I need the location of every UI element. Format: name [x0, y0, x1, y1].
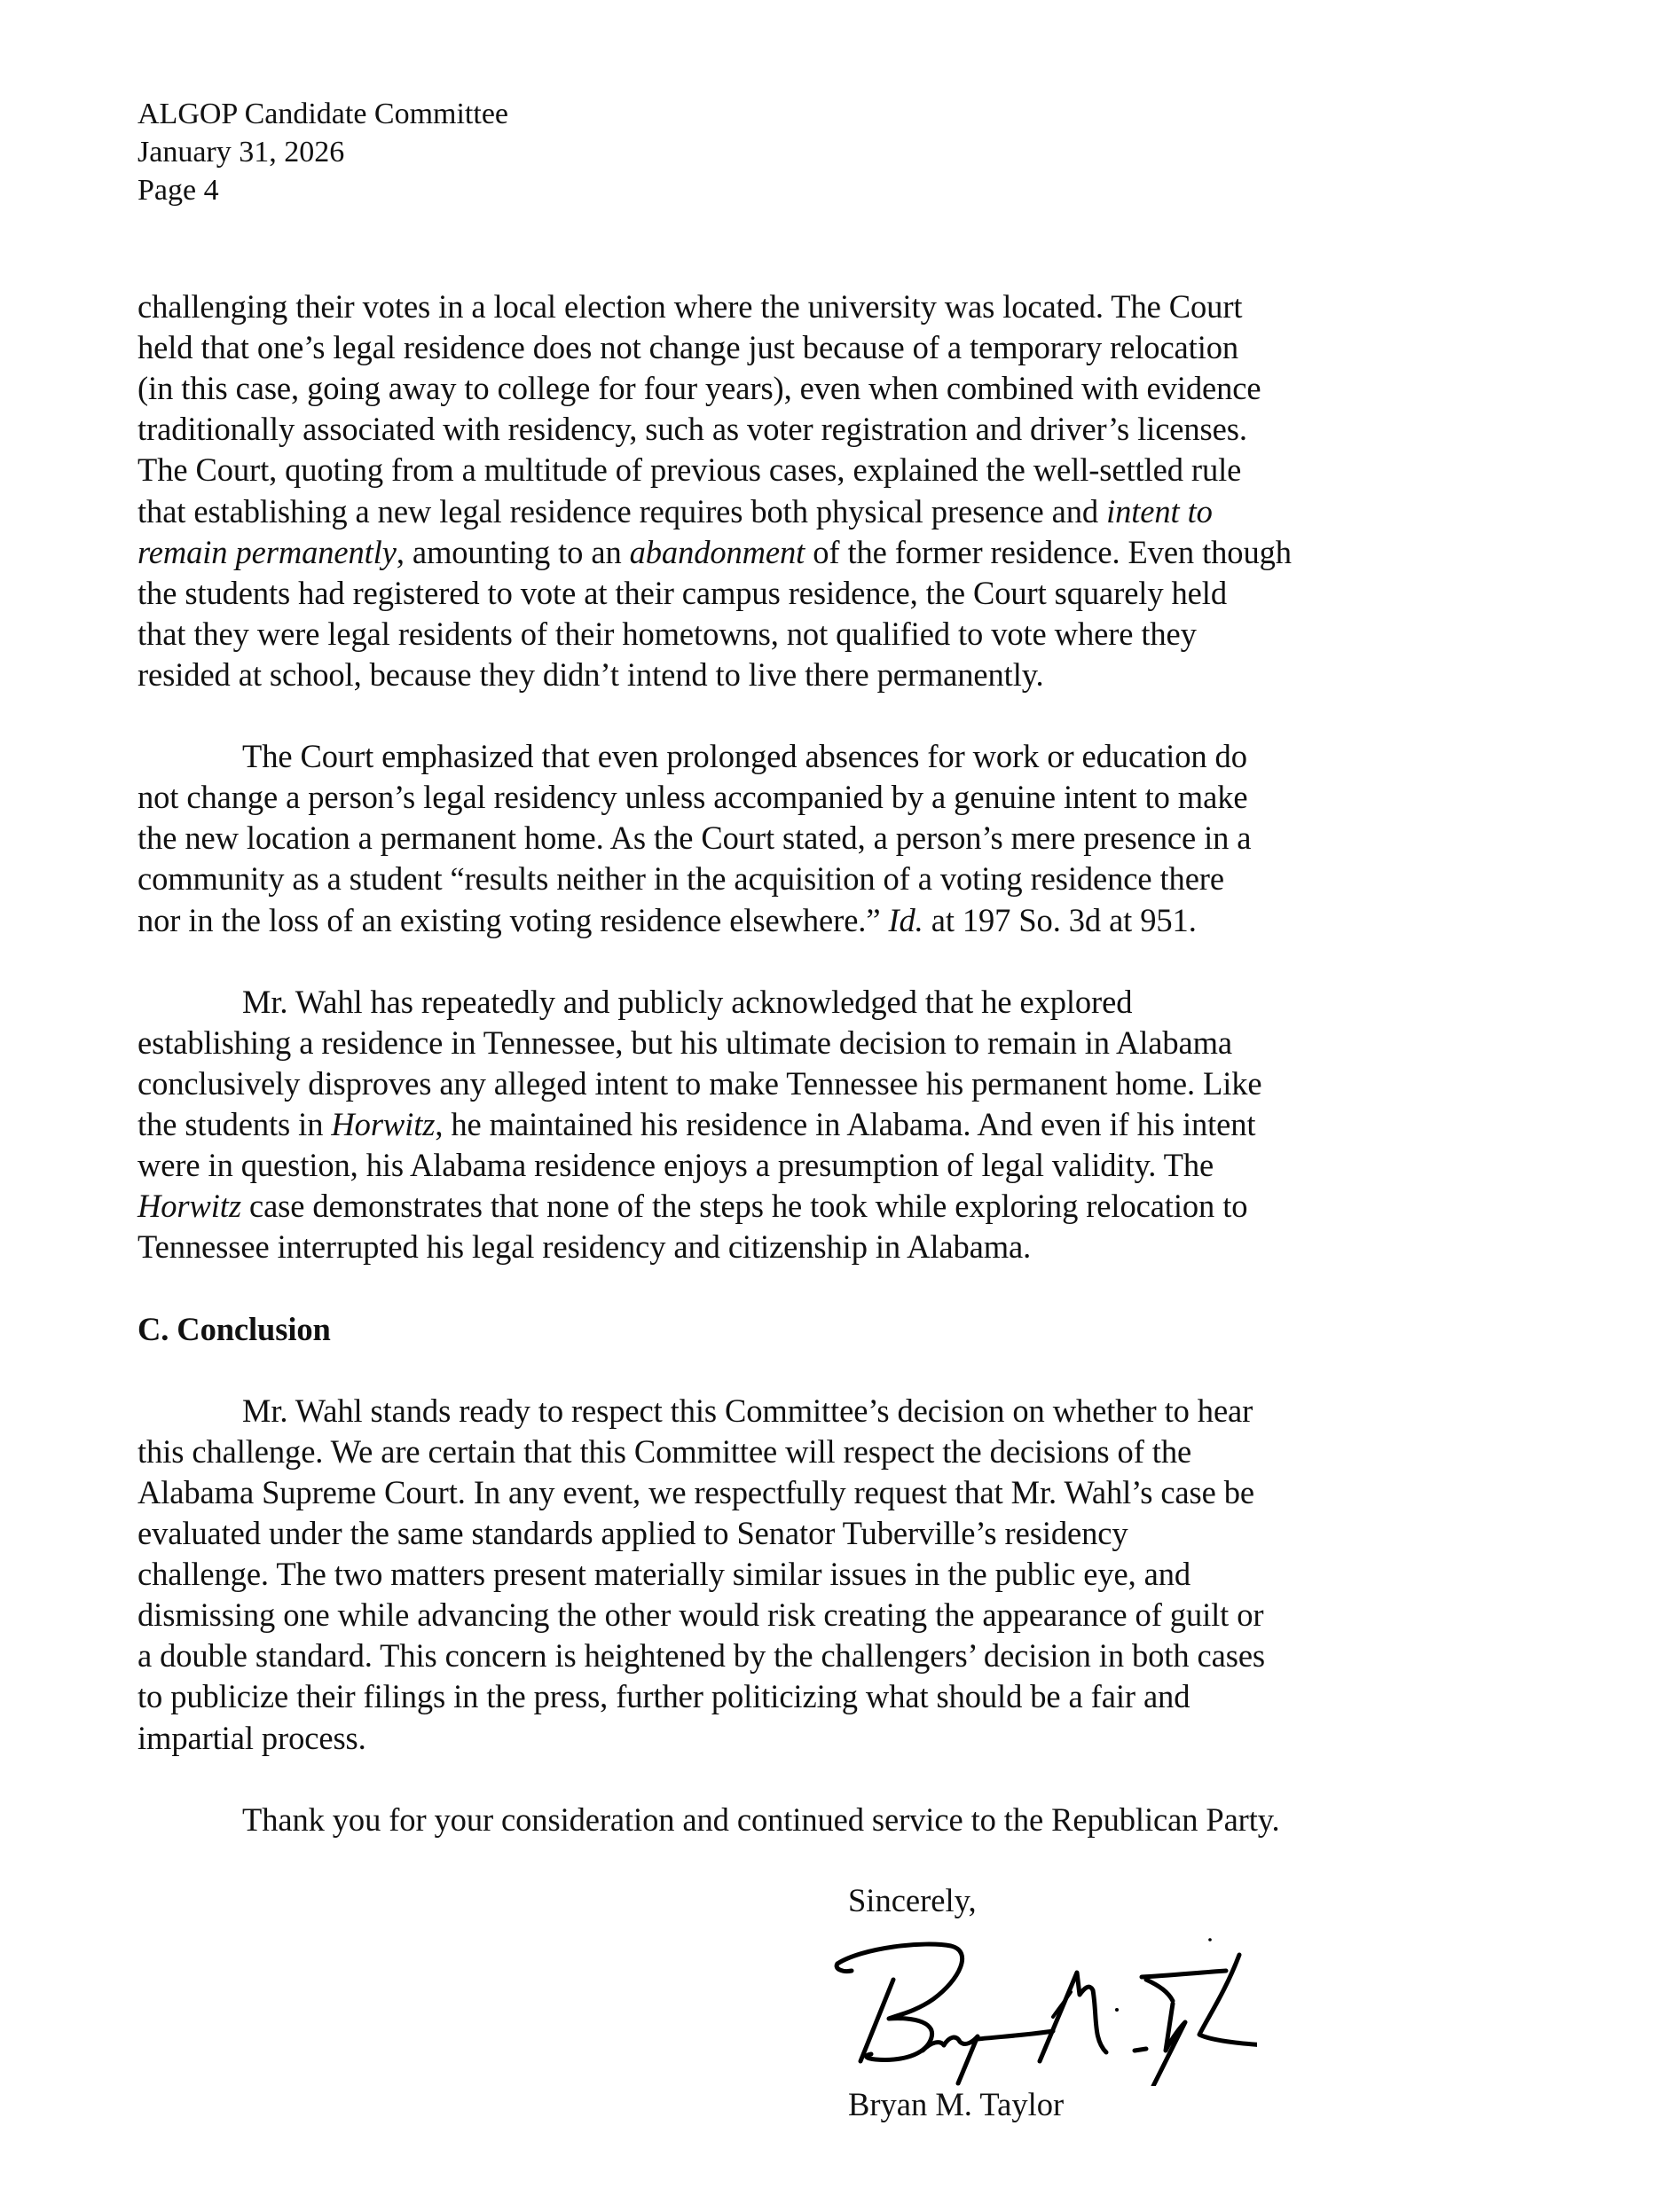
italic-text: abandonment	[629, 533, 805, 570]
paragraph-line	[138, 1104, 1255, 1145]
italic-text: Horwitz	[331, 1106, 436, 1142]
text-run: The Court, quoting from a multitude of previous cases, explained the well-settled rule	[138, 451, 1242, 489]
paragraph-line	[138, 1595, 1263, 1635]
text-run: a double standard. This concern is heightened by the challengers’ decision in both cases	[138, 1637, 1266, 1675]
valediction: Sincerely,	[848, 1882, 977, 1918]
text-run: the new location a permanent home. As the Court stated, a person’s mere presence in a	[138, 820, 1252, 857]
text-run: this challenge. We are certain that this Committee will respect the decisions of the	[138, 1432, 1192, 1470]
text-run: Tennessee interrupted his legal residency and citizenship in Alabama.	[138, 1228, 1032, 1266]
text-run: establishing a residence in Tennessee, but his ultimate decision to remain in Alabama	[138, 1024, 1233, 1061]
paragraph-line	[138, 900, 1197, 941]
paragraph-line	[138, 1676, 1190, 1717]
paragraph-line	[138, 491, 1213, 532]
text-run: of the former residence. Even though	[805, 533, 1292, 570]
text-run: not change a person’s legal residency unless accompanied by a genuine intent to make	[138, 779, 1248, 816]
paragraph-line	[138, 573, 1227, 614]
text-run: Thank you for your consideration and continued service to the Republican Party.	[242, 1800, 1280, 1838]
italic-text: Id.	[888, 901, 923, 938]
text-run: The Court emphasized that even prolonged absences for work or education do	[242, 738, 1247, 775]
text-run: at 197 So. 3d at 951.	[923, 901, 1197, 938]
paragraph-line	[138, 1472, 1254, 1513]
text-run: nor in the loss of an existing voting residence elsewhere.”	[138, 901, 889, 938]
section-heading	[138, 1309, 331, 1350]
text-run: challenge. The two matters present materially similar issues in the public eye, and	[138, 1556, 1191, 1593]
handwritten-signature-icon	[827, 1937, 1257, 2086]
date-line: January 31, 2026	[138, 136, 345, 169]
paragraph-line	[242, 736, 1247, 777]
paragraph-line	[138, 450, 1241, 490]
paragraph-line	[138, 777, 1247, 818]
text-run: dismissing one while advancing the other would risk creating the appearance of guilt or	[138, 1596, 1264, 1634]
text-run: , he maintained his residence in Alabama. And even if his intent	[435, 1106, 1256, 1142]
paragraph-line	[138, 286, 1242, 327]
text-run: challenging their votes in a local election where the university was located. The Court	[138, 288, 1243, 325]
paragraph-line	[138, 818, 1251, 859]
text-run: conclusively disproves any alleged intent to make Tennessee his permanent home. Like	[138, 1064, 1262, 1102]
text-run: Mr. Wahl has repeatedly and publicly acknowledged that he explored	[242, 983, 1133, 1020]
paragraph-line	[138, 1227, 1031, 1267]
italic-text: intent to	[1106, 492, 1213, 529]
text-run: evaluated under the same standards applied to Senator Tuberville’s residency	[138, 1515, 1128, 1551]
text-run: that establishing a new legal residence requires both physical presence and	[138, 492, 1107, 529]
paragraph-line	[138, 409, 1247, 450]
text-run: held that one’s legal residence does not change just because of a temporary relocation	[138, 329, 1239, 366]
paragraph-line	[138, 1063, 1262, 1104]
text-run: traditionally associated with residency, such as voter registration and driver’s licenses.	[138, 411, 1247, 448]
page-number: Page 4	[138, 174, 219, 207]
paragraph-line	[138, 327, 1238, 368]
paragraph-line	[242, 1800, 1280, 1840]
paragraph-line	[138, 1186, 1247, 1227]
text-run: resided at school, because they didn’t intend to live there permanently.	[138, 655, 1044, 693]
text-run: impartial process.	[138, 1719, 366, 1756]
paragraph-line	[138, 1635, 1265, 1676]
text-run: Mr. Wahl stands ready to respect this Committee’s decision on whether to hear	[242, 1392, 1253, 1429]
italic-text: remain permanently	[138, 533, 397, 570]
text-run: case demonstrates that none of the steps he took while exploring relocation to	[240, 1188, 1248, 1225]
paragraph-line	[242, 1391, 1253, 1432]
text-run: were in question, his Alabama residence enjoys a presumption of legal validity. The	[138, 1147, 1214, 1184]
paragraph-line	[138, 859, 1224, 899]
italic-text: Horwitz	[138, 1188, 241, 1225]
text-run: the students had registered to vote at their campus residence, the Court squarely held	[138, 574, 1227, 611]
signer-name: Bryan M. Taylor	[848, 2086, 1065, 2122]
text-run: the students in	[138, 1106, 332, 1142]
paragraph-line	[138, 532, 1292, 573]
paragraph-line	[138, 1554, 1190, 1595]
text-run: community as a student “results neither in the acquisition of a voting residence there	[138, 860, 1224, 898]
text-run: Alabama Supreme Court. In any event, we respectfully request that Mr. Wahl’s case be	[138, 1473, 1255, 1510]
paragraph-line	[138, 1432, 1191, 1472]
paragraph-line	[138, 1513, 1128, 1554]
text-run: C. Conclusion	[138, 1310, 331, 1347]
paragraph-line	[138, 655, 1044, 695]
text-run: (in this case, going away to college for four years), even when combined with evidence	[138, 370, 1261, 407]
paragraph-line	[138, 614, 1197, 655]
paragraph-line	[138, 1023, 1232, 1063]
paragraph-line	[138, 1718, 366, 1759]
paragraph-line	[138, 1145, 1214, 1186]
paragraph-line	[242, 982, 1132, 1023]
text-run: , amounting to an	[396, 533, 630, 570]
text-run: that they were legal residents of their hometowns, not qualified to vote where they	[138, 615, 1197, 652]
recipient-line: ALGOP Candidate Committee	[138, 98, 509, 130]
text-run: to publicize their filings in the press, further politicizing what should be a fair and	[138, 1678, 1190, 1715]
paragraph-line	[138, 368, 1261, 409]
